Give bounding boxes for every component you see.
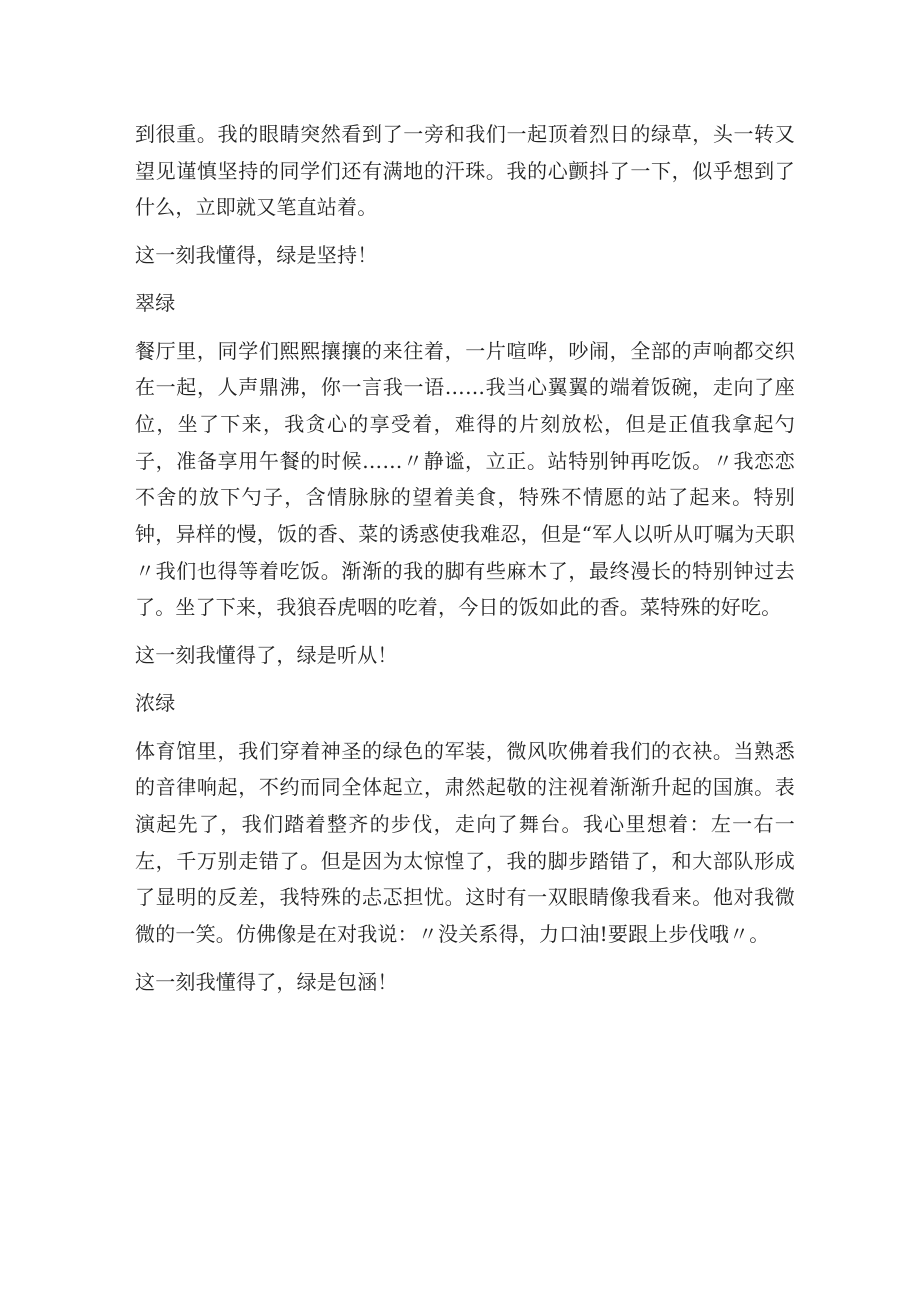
paragraph-standing-in-sun: 到很重。我的眼睛突然看到了一旁和我们一起顶着烈日的绿草，头一转又望见谨慎坚持的同学们还有满地的汗珠。我的心颤抖了一下，似乎想到了什么，立即就又笔直站着。: [135, 122, 795, 220]
section-heading-nonglv: 浓绿: [135, 690, 176, 715]
paragraph-gymnasium: 体育馆里，我们穿着神圣的绿色的军装，微风吹佛着我们的衣袂。当熟悉的音律响起，不约而同全体起立，肃然起敬的注视着渐渐升起的国旗。表演起先了，我们踏着整齐的步伐，走向了舞台。我心里想着：左一右一左，千万别走错了。但是因为太惊惶了，我的脚步踏错了，和大部队形成了显明的反差，我特殊的忐忑担忧。这时有一双眼睛像我看来。他对我微微的一笑。仿佛像是在对我说：〃没关系得，力口油!要跟上步伐哦〃。: [135, 738, 795, 947]
document-body: [135, 116, 795, 1011]
conclusion-obedience: 这一刻我懂得了，绿是听从！: [135, 643, 398, 668]
conclusion-persistence: 这一刻我懂得，绿是坚持！: [135, 243, 378, 268]
section-heading-cuilv: 翠绿: [135, 290, 176, 315]
paragraph-canteen: 餐厅里，同学们熙熙攘攘的来往着，一片喧哗，吵闹，全部的声响都交织在一起，人声鼎沸，你一言我一语……我当心翼翼的端着饭碗，走向了座位，坐了下来，我贪心的享受着，难得的片刻放松，但是正值我拿起勺子，准备享用午餐的时候……〃静谧，立正。站特别钟再吃饭。〃我恋恋不舍的放下勺子，含情脉脉的望着美食，特殊不情愿的站了起来。特别钟，异样的慢，饭的香、菜的诱惑使我难忍，但是“军人以听从叮嘱为天职〃我们也得等着吃饭。渐渐的我的脚有些麻木了，最终漫长的特别钟过去了。坐了下来，我狼吞虎咽的吃着，今日的饭如此的香。菜特殊的好吃。: [135, 338, 795, 620]
conclusion-tolerance: 这一刻我懂得了，绿是包涵！: [135, 969, 398, 994]
